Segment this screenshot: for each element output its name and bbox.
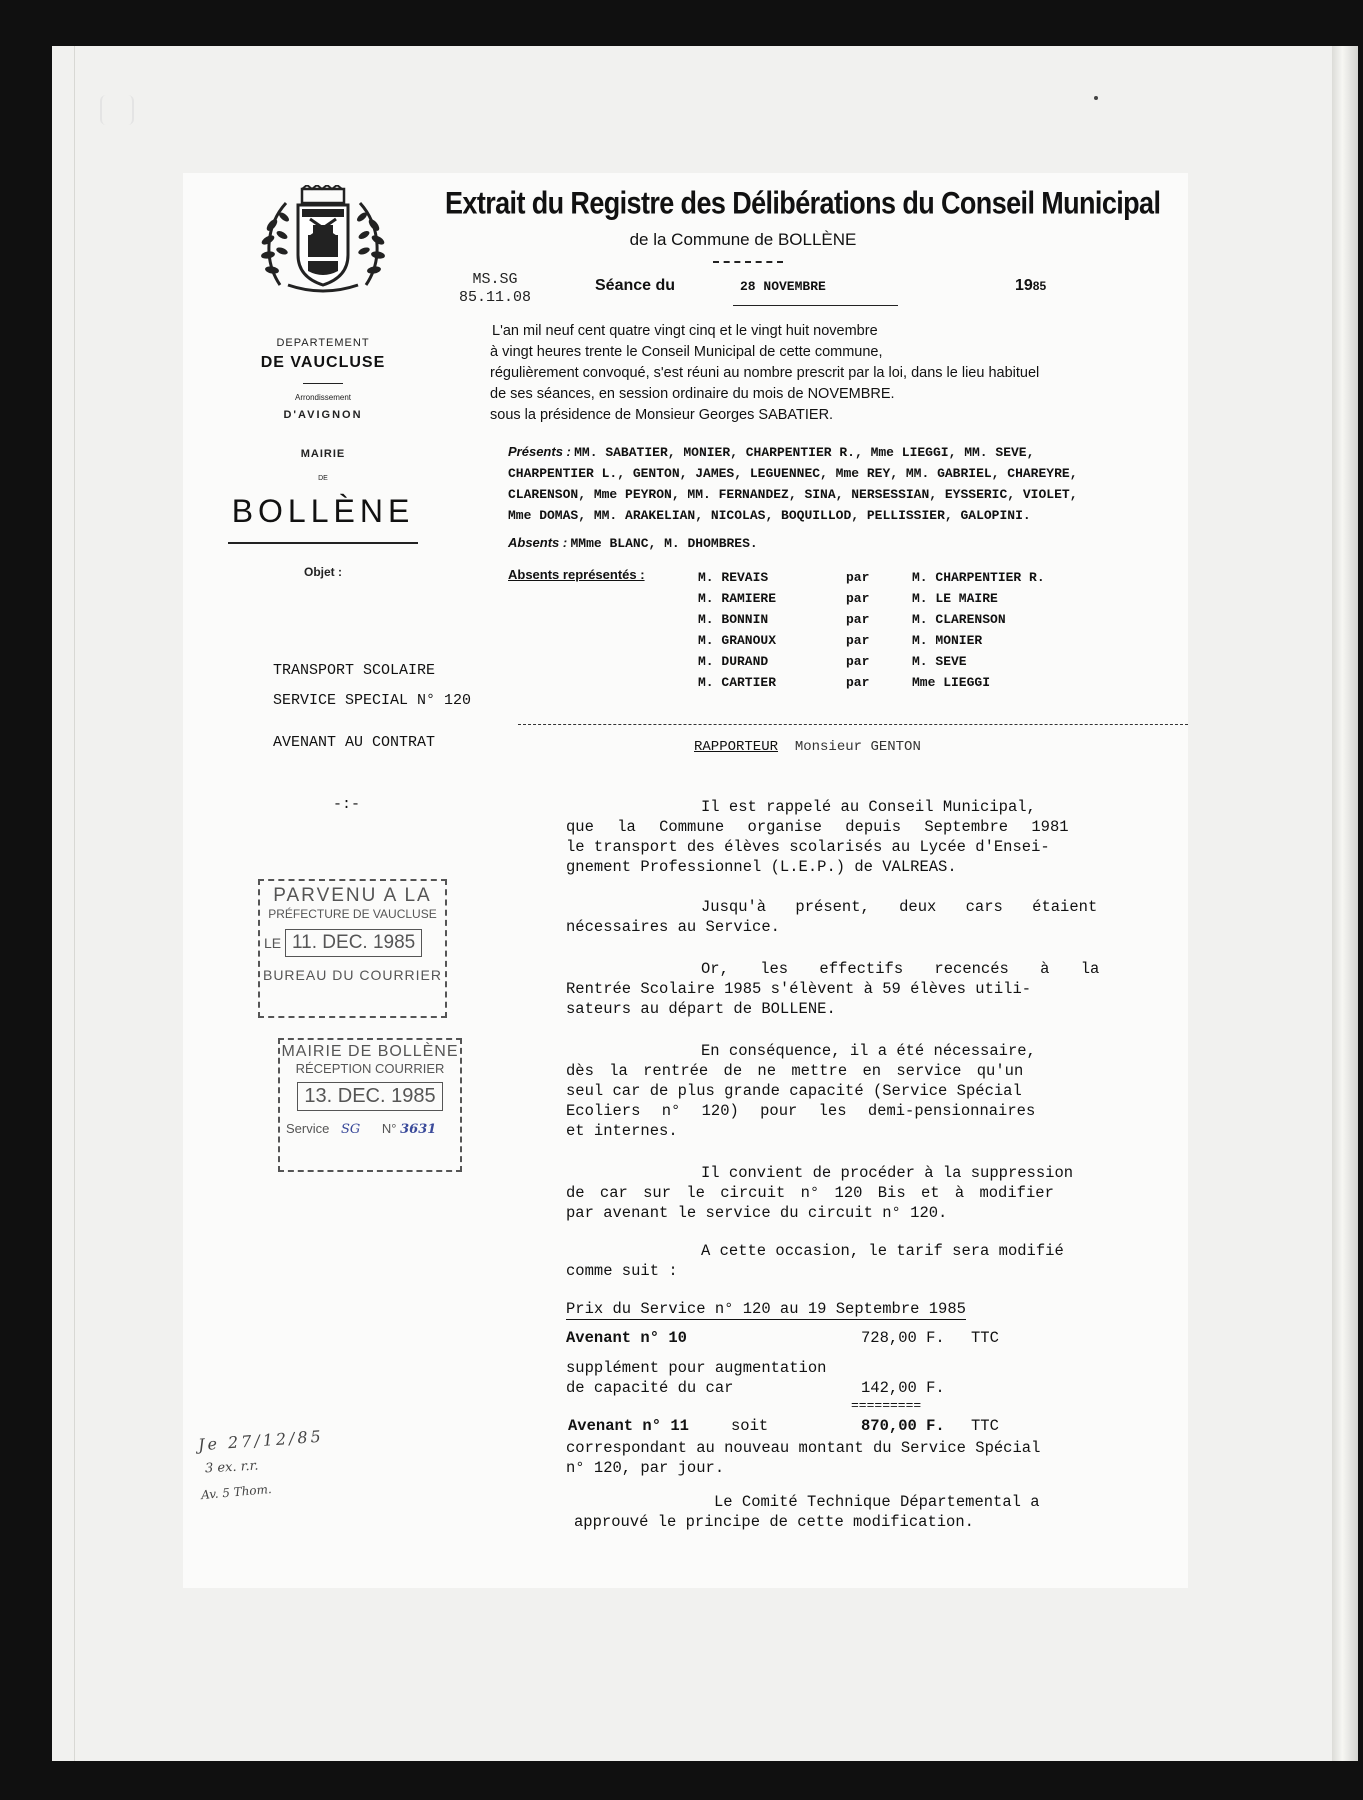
preamble-line-2: à vingt heures trente le Conseil Municipal de cette commune, [490,344,883,360]
stamp1-le: LE [264,935,282,951]
p6-line-1: A cette occasion, le tarif sera modifié [701,1242,1064,1260]
p3-line-1: Or, les effectifs recencés à la [701,960,1100,978]
seance-year-prefix: 19 [1015,277,1033,294]
presents-block [508,441,1188,526]
subject-line-2: SERVICE SPECIAL N° 120 [273,692,472,709]
supplement-line-1: supplément pour augmentation [566,1359,827,1377]
stamp2-date: 13. DEC. 1985 [297,1082,442,1111]
absents-names: MMme BLANC, M. DHOMBRES. [570,536,758,551]
avenant-11-ttc: TTC [971,1417,999,1435]
p1-line-1: Il est rappelé au Conseil Municipal, [701,798,1036,816]
equals-row [566,1398,1106,1414]
reference-code [455,271,535,307]
objet-label: Objet : [304,565,342,579]
coat-of-arms-emblem [258,185,388,300]
price-heading: Prix du Service n° 120 au 19 Septembre 1985 [566,1300,966,1318]
represented-absent: M. CARTIER [698,675,777,690]
preamble [490,321,1190,426]
p5-line-2: de car sur le circuit n° 120 Bis et à modifier [566,1184,1054,1202]
total-rule: ========= [851,1398,922,1413]
deliberation-document [183,173,1188,1588]
preamble-line-5: sous la présidence de Monsieur Georges SABATIER. [490,407,834,423]
represented-label: Absents représentés : [508,567,645,582]
document-title: Extrait du Registre des Délibérations du Conseil Municipal [445,186,1161,221]
page-dot-mark [1094,96,1098,100]
preamble-line-4: de ses séances, en session ordinaire du mois de NOVEMBRE. [490,386,895,402]
represented-proxy: Mme LIEGGI [912,675,991,690]
p1-line-3: le transport des élèves scolarisés au Lycée d'Ensei- [566,838,1050,856]
bollene-title: BOLLÈNE [231,493,415,529]
presents-line-3: CLARENSON, Mme PEYRON, MM. FERNANDEZ, SINA, NERSESSIAN, EYSSERIC, VIOLET, [508,487,1078,502]
stamp1-line-1: PARVENU A LA [273,885,432,906]
document-subtitle: de la Commune de BOLLÈNE [629,230,857,249]
stamp2-service-label: Service [286,1121,330,1136]
avenant-10-row [566,1328,1106,1350]
handwritten-note-2: 3 ex. r.r. [204,1458,259,1477]
avenant-11-value: 870,00 F. [861,1417,945,1435]
presents-label: Présents : [508,444,571,459]
represented-row [698,567,1045,588]
represented-row [698,609,1045,630]
presents-line-4: Mme DOMAS, MM. ARAKELIAN, NICOLAS, BOQUILLOD, PELLISSIER, GALOPINI. [508,508,1031,523]
represented-proxy: M. MONIER [912,633,983,648]
rapporteur-name: Monsieur GENTON [794,739,921,755]
report-body [566,797,1106,1532]
stamp2-number-value: 3631 [400,1122,437,1137]
stamp2-service-value: SG [340,1122,361,1137]
p2-line-1: Jusqu'à présent, deux cars étaient [701,898,1098,916]
represented-proxy: M. CHARPENTIER R. [912,570,1045,585]
stamp1-line-2: PRÉFECTURE DE VAUCLUSE [268,907,437,921]
represented-table [698,567,1045,693]
arrondissement-label: Arrondissement [294,393,352,402]
avenant-10-value: 728,00 F. [861,1329,945,1347]
p1-line-4: gnement Professionnel (L.E.P.) de VALREAS. [566,858,957,876]
stamp1-date: 11. DEC. 1985 [285,929,422,957]
bollene-underline [228,542,418,544]
p4-line-5: et internes. [566,1122,678,1140]
represented-par: par [846,675,870,690]
represented-par: par [846,654,870,669]
rapporteur-line [694,739,921,755]
p6-line-2: comme suit : [566,1262,678,1280]
supplement-line-2: de capacité du car [566,1379,734,1397]
departement-label: DEPARTEMENT [276,337,370,349]
avenant-11-label: Avenant n° 11 [568,1417,689,1435]
stamp2-line-1: MAIRIE DE BOLLÈNE [281,1043,459,1060]
subject-line-3: AVENANT AU CONTRAT [273,734,436,751]
represented-absent: M. DURAND [698,654,769,669]
prefecture-received-stamp [258,879,447,1018]
left-divider-1 [303,383,343,384]
subtitle-ornament [713,261,783,264]
p7-line-1: Le Comité Technique Départemental a [714,1493,1040,1511]
represented-par: par [846,570,870,585]
represented-row [698,672,1045,693]
avenant-11-soit: soit [731,1417,769,1435]
avenant-11-row [566,1416,1106,1438]
absents-block [508,535,758,551]
represented-par: par [846,633,870,648]
section-separator [518,724,1188,725]
mairie-reception-stamp [278,1038,462,1172]
vaucluse-label: DE VAUCLUSE [260,354,386,371]
represented-par: par [846,591,870,606]
correspondant-line-2: n° 120, par jour. [566,1459,725,1477]
p4-line-3: seul car de plus grande capacité (Service Spécial [566,1082,1022,1100]
handwritten-note-3: Av. 5 Thom. [200,1481,273,1503]
p4-line-2: dès la rentrée de ne mettre en service qu'un [566,1062,1024,1080]
stamp1-line-3: BUREAU DU COURRIER [262,967,442,983]
represented-absent: M. BONNIN [698,612,769,627]
seance-label: Séance du [595,277,676,294]
p4-line-1: En conséquence, il a été nécessaire, [701,1042,1036,1060]
seance-date: 28 NOVEMBRE [740,279,826,294]
handwritten-note-1: Je 27/12/85 [197,1426,325,1455]
represented-absent: M. GRANOUX [698,633,777,648]
seance-date-underline [733,305,898,306]
represented-row [698,630,1045,651]
mairie-label: MAIRIE [300,448,346,460]
correspondant-line-1: correspondant au nouveau montant du Service Spécial [566,1439,1041,1457]
seance-year-suffix: 85 [1032,279,1047,293]
represented-proxy: M. LE MAIRE [912,591,998,606]
reference-line-1: MS.SG [472,271,518,288]
avenant-10-ttc: TTC [971,1329,999,1347]
seance-year [1015,277,1046,295]
page-pencil-mark [100,95,134,125]
represented-row [698,588,1045,609]
presents-line-1: MM. SABATIER, MONIER, CHARPENTIER R., Mme LIEGGI, MM. SEVE, [574,445,1035,460]
subject-line-1: TRANSPORT SCOLAIRE [273,662,436,679]
p2-line-2: nécessaires au Service. [566,918,780,936]
represented-par: par [846,612,870,627]
p1-line-2: que la Commune organise depuis Septembre 1981 [566,818,1069,836]
supplement-value: 142,00 F. [861,1379,945,1397]
represented-proxy: M. SEVE [912,654,967,669]
represented-row [698,651,1045,672]
de-label: DE [318,475,328,482]
page-margin-line [74,46,75,1761]
presents-line-2: CHARPENTIER L., GENTON, JAMES, LEGUENNEC, Mme REY, MM. GABRIEL, CHAREYRE, [508,466,1078,481]
represented-proxy: M. CLARENSON [912,612,1006,627]
p3-line-3: sateurs au départ de BOLLENE. [566,1000,836,1018]
reference-line-2: 85.11.08 [458,289,531,306]
preamble-line-1: L'an mil neuf cent quatre vingt cinq et le vingt huit novembre [492,323,878,339]
supplement-row [566,1378,1106,1398]
absents-label: Absents : [508,535,568,550]
avignon-label: D'AVIGNON [283,409,363,421]
stamp2-line-2: RÉCEPTION COURRIER [295,1061,445,1076]
p7-line-2: approuvé le principe de cette modification. [574,1513,974,1531]
p5-line-3: par avenant le service du circuit n° 120. [566,1204,948,1222]
represented-absent: M. RAMIERE [698,591,777,606]
stamp2-number-label: N° [381,1121,397,1136]
preamble-line-3: régulièrement convoqué, s'est réuni au nombre prescrit par la loi, dans le lieu habituel [490,365,1040,381]
represented-absent: M. REVAIS [698,570,769,585]
subject-separator: -:- [333,796,361,813]
p5-line-1: Il convient de procéder à la suppression [701,1164,1074,1182]
avenant-10-label: Avenant n° 10 [566,1329,687,1347]
rapporteur-label: RAPPORTEUR [694,739,779,755]
p4-line-4: Ecoliers n° 120) pour les demi-pensionnaires [566,1102,1036,1120]
page-stack-edge [1332,46,1358,1761]
p3-line-2: Rentrée Scolaire 1985 s'élèvent à 59 élèves utili- [566,980,1032,998]
